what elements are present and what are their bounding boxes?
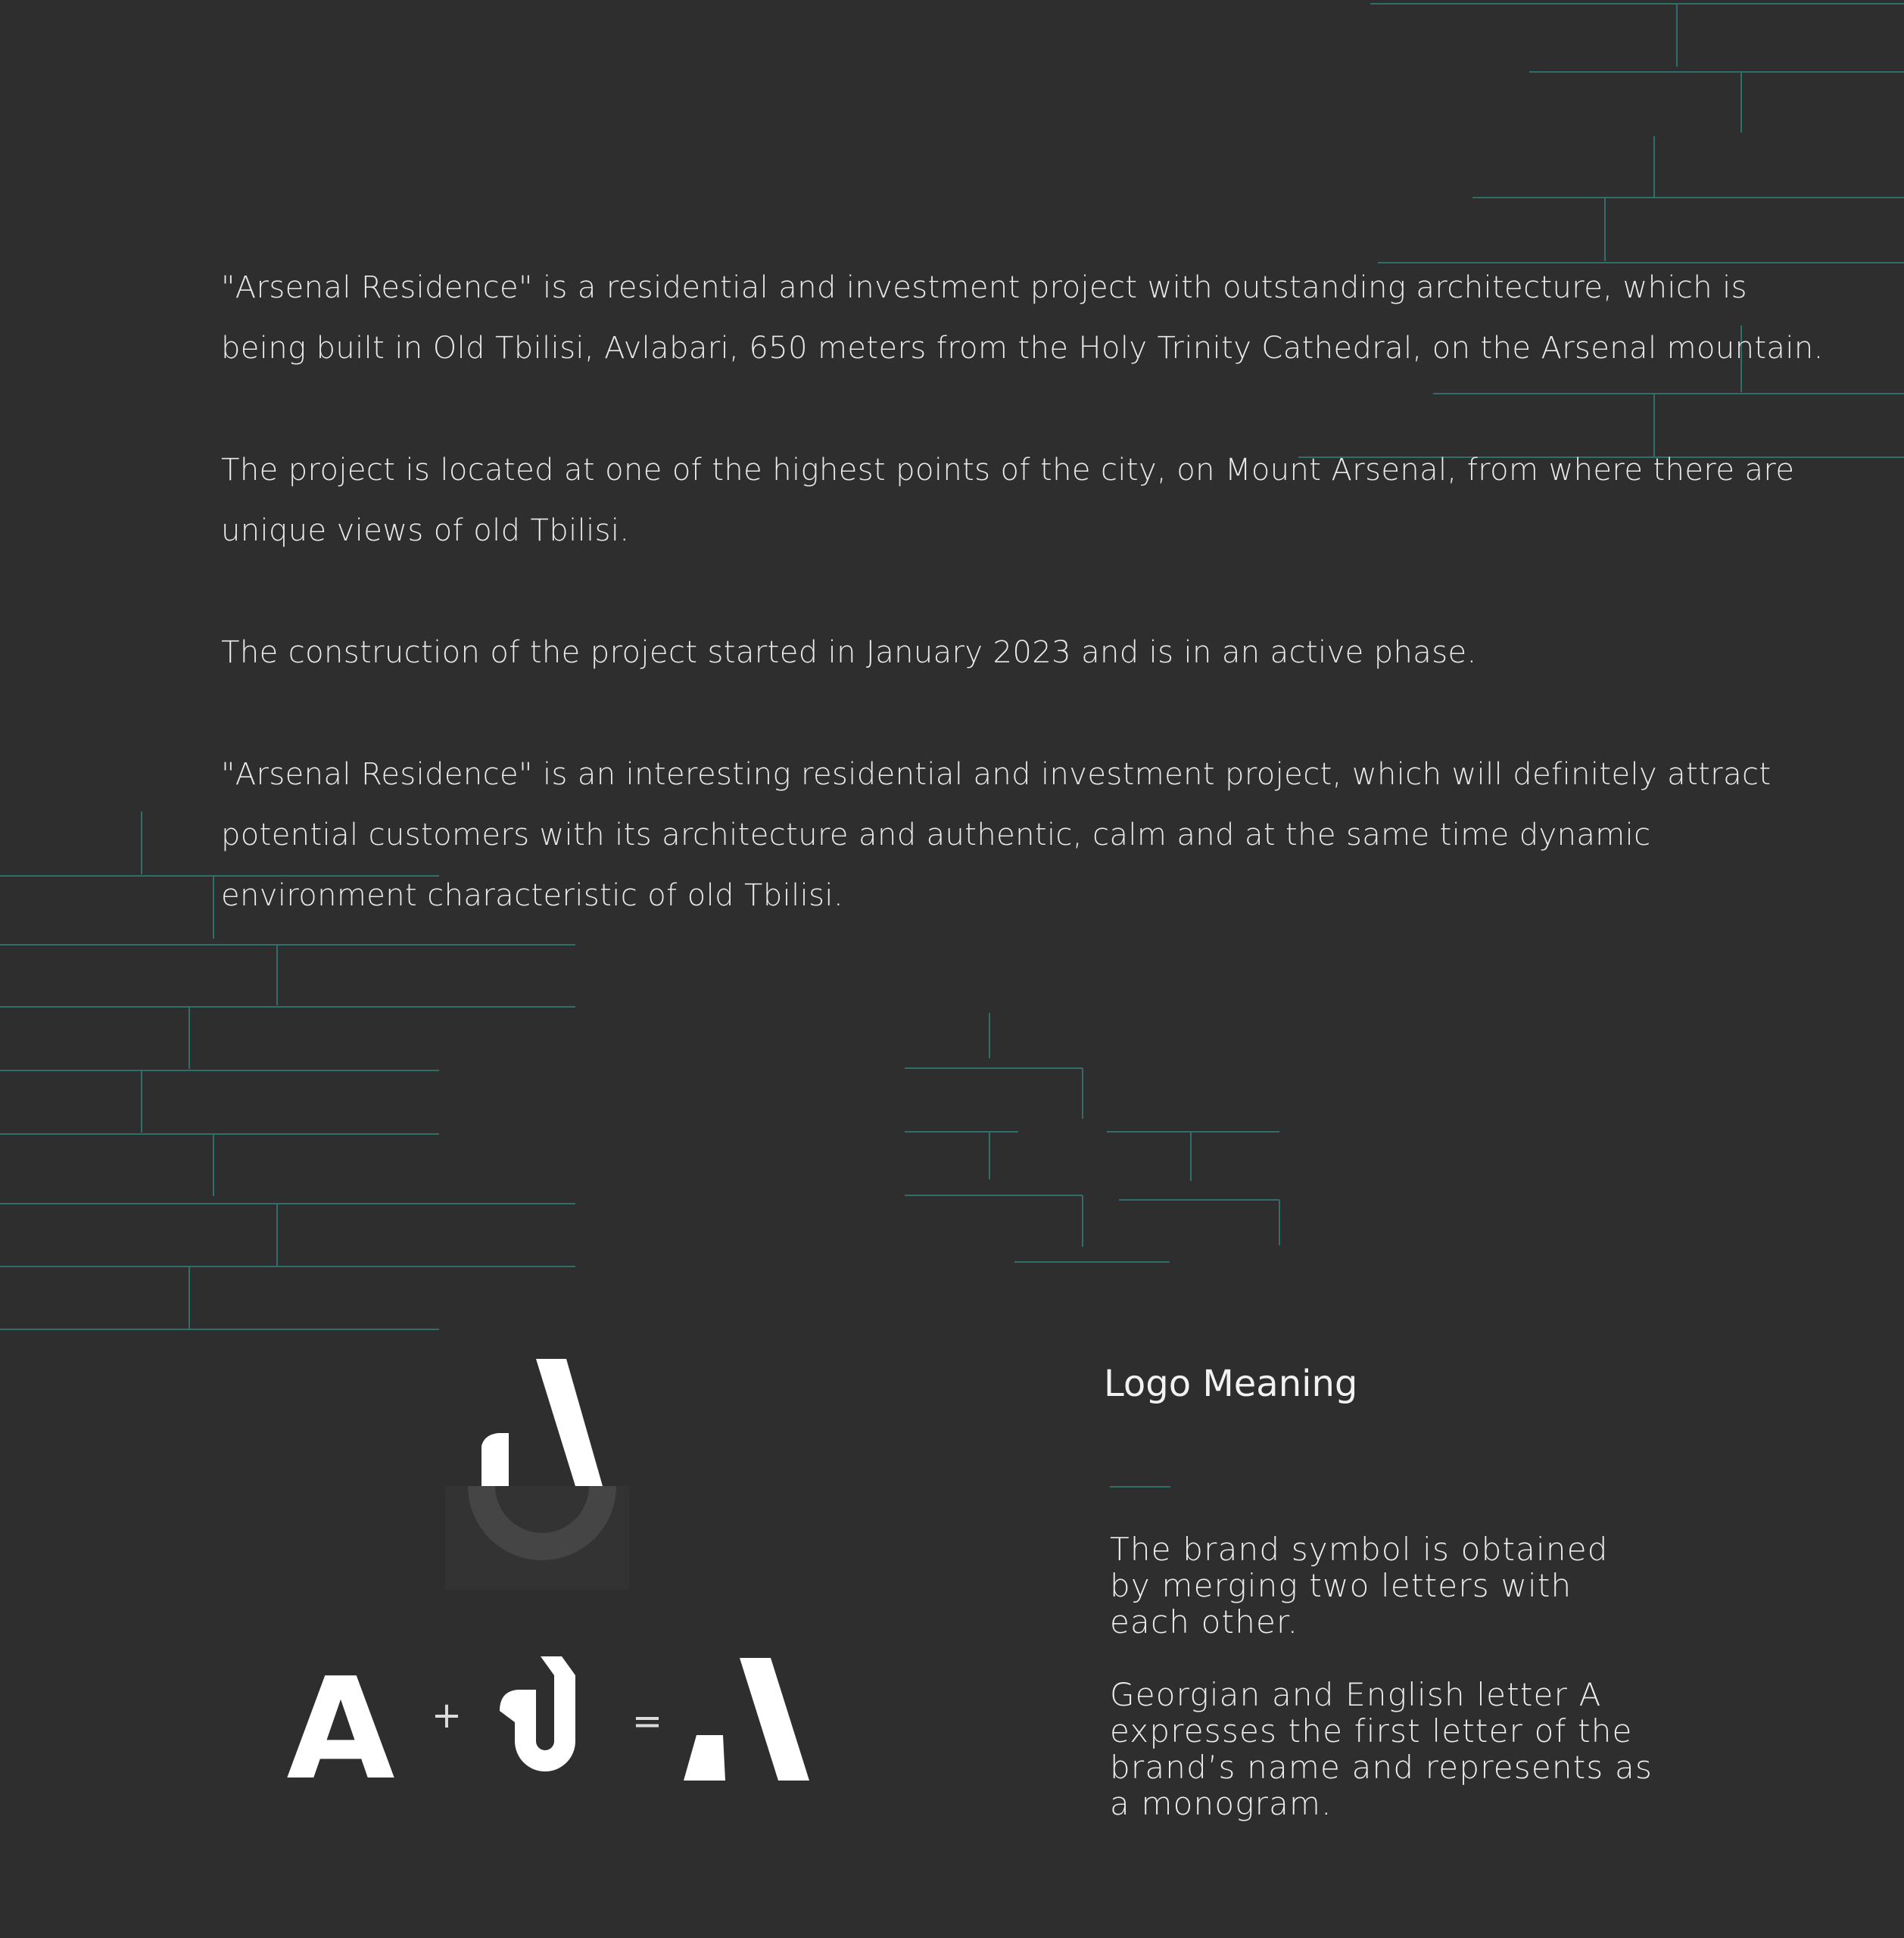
equals-sign: = (631, 1700, 663, 1743)
latin-letter-a: A (286, 1647, 395, 1811)
logo-meaning-paragraph-1: The brand symbol is obtained by merging two letters with each other. (1110, 1531, 1609, 1640)
intro-paragraph-1: "Arsenal Residence" is a residential and investment project with outstanding architecture, which is being built in Old Tbilisi, Avlabari, 650 meters from the Holy Trinity Cathedral, on the Arsenal mountain. (221, 270, 1824, 366)
georgian-letter-an-icon (500, 1656, 575, 1771)
brand-symbol-result-icon (684, 1658, 809, 1781)
intro-paragraph-4: "Arsenal Residence" is an interesting residential and investment project, which will definitely attract potential customers with its architecture and authentic, calm and at the same time dynamic environment characteristic of old Tbilisi. (221, 757, 1772, 913)
plus-sign: + (431, 1694, 463, 1737)
title-divider (1110, 1486, 1170, 1488)
logo-meaning-description (1110, 1531, 1655, 1859)
logo-meaning-paragraph-2: Georgian and English letter A expresses the first letter of the brand’s name and represents as a monogram. (1110, 1676, 1653, 1822)
logo-equation (286, 1647, 809, 1811)
intro-paragraph-2: The project is located at one of the highest points of the city, on Mount Arsenal, from where there are unique views of old Tbilisi. (221, 453, 1795, 548)
intro-paragraph-3: The construction of the project started in January 2023 and is in an active phase. (221, 635, 1477, 670)
brand-symbol-large (445, 1359, 629, 1590)
logo-meaning-title: Logo Meaning (1104, 1363, 1358, 1405)
